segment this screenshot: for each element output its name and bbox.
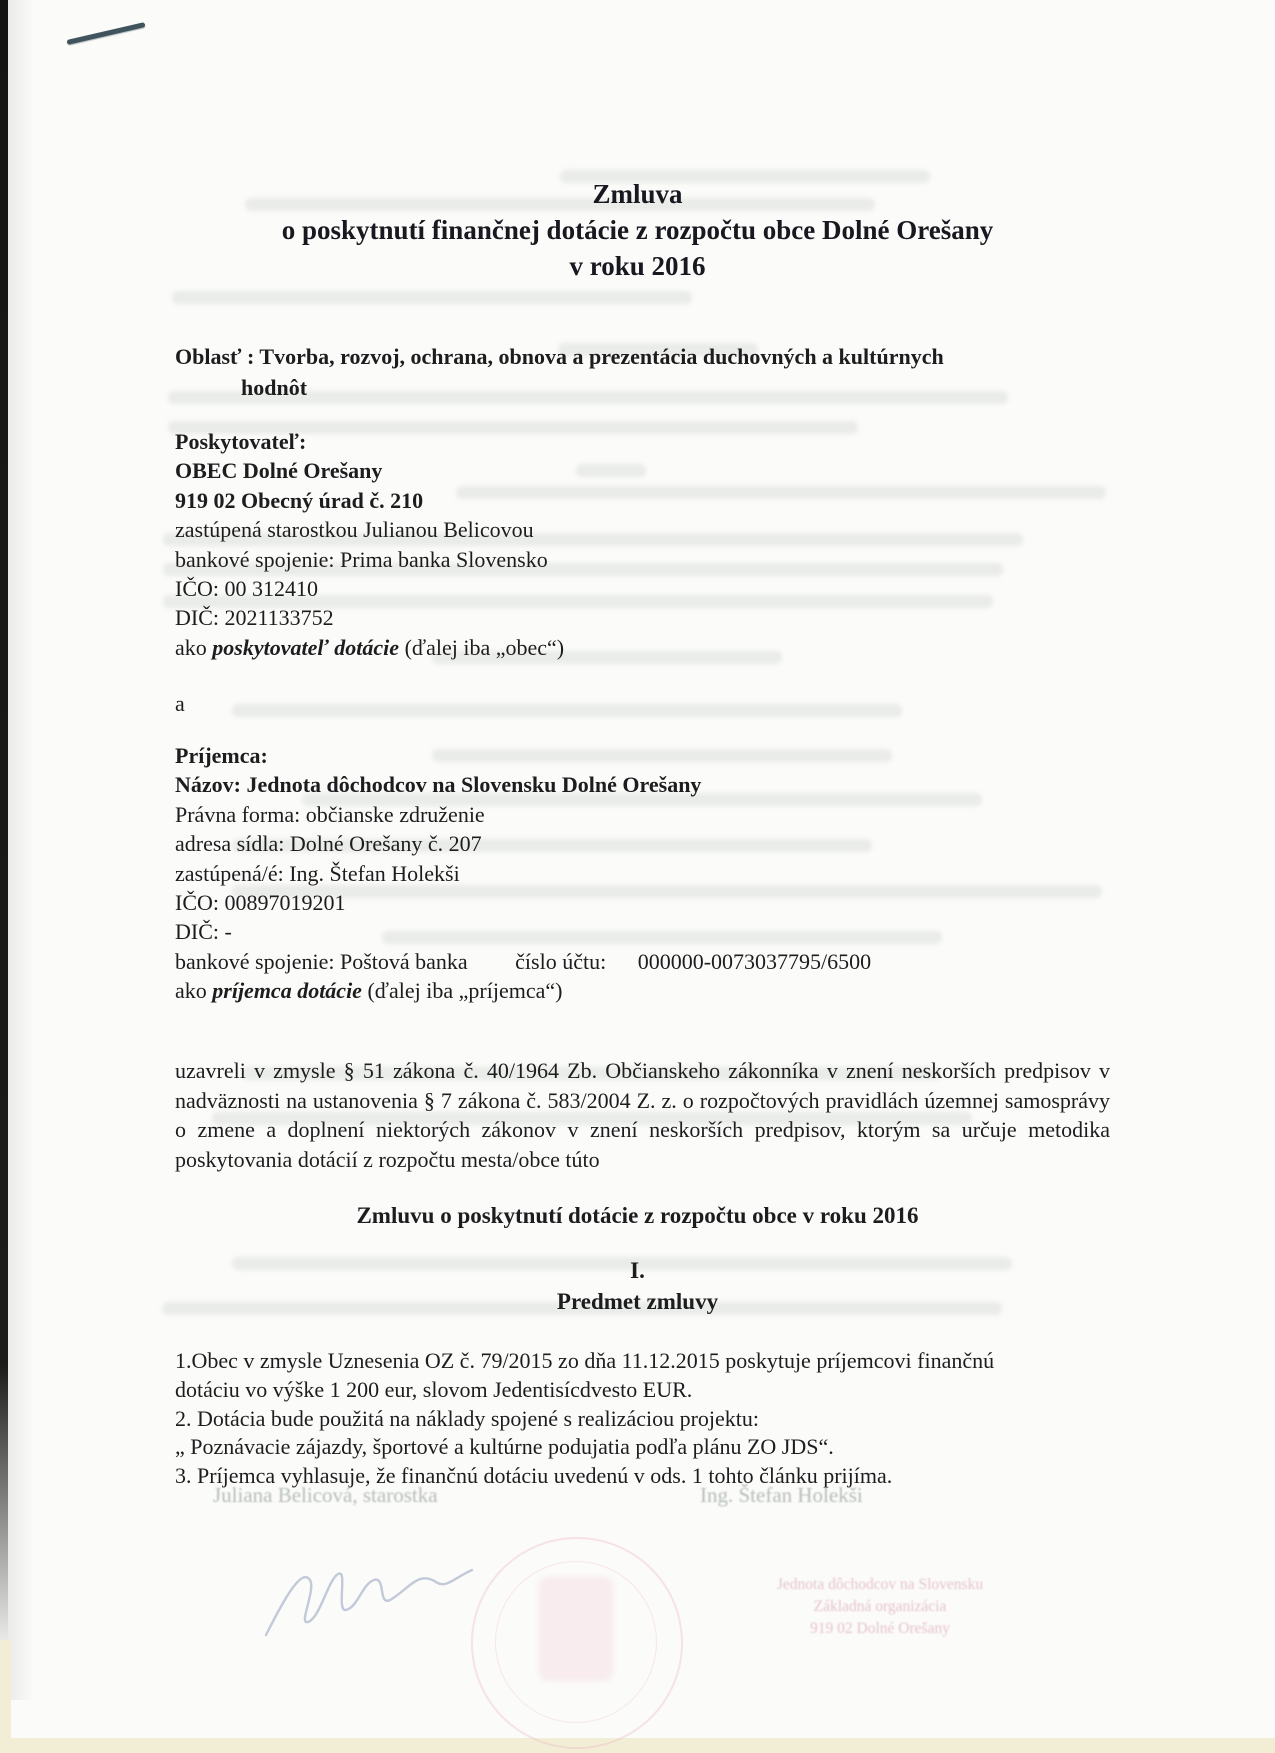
scan-edge-left-cream <box>0 1640 11 1753</box>
clause-list <box>175 1347 1043 1491</box>
recipient-heading: Príjemca: <box>175 743 268 768</box>
recipient-ico: IČO: 00897019201 <box>175 890 346 916</box>
provider-role-term: poskytovateľ dotácie <box>212 634 400 660</box>
recipient-account-label: číslo účtu: <box>515 948 607 974</box>
bleed-stamp-text <box>735 1574 1025 1640</box>
recipient-name: Názov: Jednota dôchodcov na Slovensku Dolné Orešany <box>175 772 702 798</box>
recipient-bank: bankové spojenie: Poštová banka <box>175 948 468 974</box>
recipient-role-term: príjemca dotácie <box>212 978 362 1004</box>
bleed-stamp-line-3: 919 02 Dolné Orešany <box>810 1620 950 1637</box>
bleed-left-signatory: Juliana Belicová, starostka <box>213 1483 438 1507</box>
subject-area <box>175 341 1075 403</box>
bleed-stamp-line-2: Základná organizácia <box>813 1598 947 1615</box>
recipient-represented: zastúpená/é: Ing. Štefan Holekši <box>175 860 460 886</box>
connector-and: a <box>175 691 185 716</box>
recipient-role-line <box>175 976 1075 1005</box>
bleed-stamp-line-1: Jednota dôchodcov na Slovensku <box>776 1576 984 1593</box>
recipient-role-prefix: ako <box>175 978 213 1004</box>
provider-role-suffix: (ďalej iba „obec“) <box>399 634 565 660</box>
bleed-through-streak <box>232 704 902 717</box>
provider-heading: Poskytovateľ: <box>175 429 307 454</box>
pen-mark <box>66 22 145 45</box>
round-stamp-emblem <box>539 1577 613 1681</box>
title-line-2: o poskytnutí finančnej dotácie z rozpočtu obce Dolné Orešany <box>281 215 994 245</box>
document-title <box>0 176 1275 284</box>
provider-role-prefix: ako <box>175 634 213 660</box>
article-number: I. <box>630 1258 645 1283</box>
bleed-right-signatory: Ing. Štefan Holekši <box>700 1483 863 1507</box>
clause-3: „ Poznávacie zájazdy, športové a kultúrne podujatia podľa plánu ZO JDS“. <box>175 1434 834 1460</box>
scan-edge-bottom <box>0 1738 1275 1753</box>
clause-1: 1.Obec v zmysle Uznesenia OZ č. 79/2015 zo dňa 11.12.2015 poskytuje príjemcovi finančnú dotáciu vo výške 1 200 eur, slovom Jedentisícdvesto EUR. <box>175 1348 995 1402</box>
signature-mark <box>258 1540 488 1655</box>
legal-preamble: uzavreli v zmysle § 51 zákona č. 40/1964 Zb. Občianskeho zákonníka v znení neskorších predpisov v nadväznosti na ustanovenia § 7 zákona č. 583/2004 Z. z. o rozpočtových pravidlách územnej samosprávy o zmene a doplnení niektorých zákonov v znení neskorších predpisov, ktorým sa určuje metodika poskytovania dotácií z rozpočtu mesta/obce túto <box>175 1058 1110 1172</box>
provider-role-line <box>175 633 935 662</box>
bleed-through-streak <box>172 291 692 304</box>
provider-name: OBEC Dolné Orešany <box>175 458 383 484</box>
title-line-1: Zmluva <box>592 179 683 209</box>
recipient-bank-row <box>175 947 1075 976</box>
provider-address: 919 02 Obecný úrad č. 210 <box>175 487 424 513</box>
contract-heading: Zmluvu o poskytnutí dotácie z rozpočtu obce v roku 2016 <box>356 1203 919 1228</box>
provider-dic: DIČ: 2021133752 <box>175 605 334 631</box>
clause-4: 3. Príjemca vyhlasuje, že finančnú dotáciu uvedenú v ods. 1 tohto článku prijíma. <box>175 1463 893 1489</box>
recipient-role-suffix: (ďalej iba „príjemca“) <box>361 978 563 1004</box>
provider-ico: IČO: 00 312410 <box>175 576 318 602</box>
recipient-address: adresa sídla: Dolné Orešany č. 207 <box>175 831 482 857</box>
subject-area-line-1: Oblasť : Tvorba, rozvoj, ochrana, obnova a prezentácia duchovných a kultúrnych <box>175 344 944 369</box>
recipient-legal-form: Právna forma: občianske združenie <box>175 801 485 827</box>
provider-represented: zastúpená starostkou Julianou Belicovou <box>175 517 534 543</box>
recipient-account-number: 000000-0073037795/6500 <box>637 948 872 974</box>
article-title: Predmet zmluvy <box>556 1289 719 1314</box>
provider-bank: bankové spojenie: Prima banka Slovensko <box>175 546 548 572</box>
recipient-dic: DIČ: - <box>175 919 232 945</box>
provider-block <box>175 427 935 662</box>
round-stamp-bleed <box>471 1537 683 1749</box>
title-line-3: v roku 2016 <box>569 251 706 281</box>
clause-2: 2. Dotácia bude použitá na náklady spojené s realizáciou projektu: <box>175 1405 760 1431</box>
subject-area-line-2: hodnôt <box>241 375 308 400</box>
recipient-block <box>175 741 1075 1006</box>
